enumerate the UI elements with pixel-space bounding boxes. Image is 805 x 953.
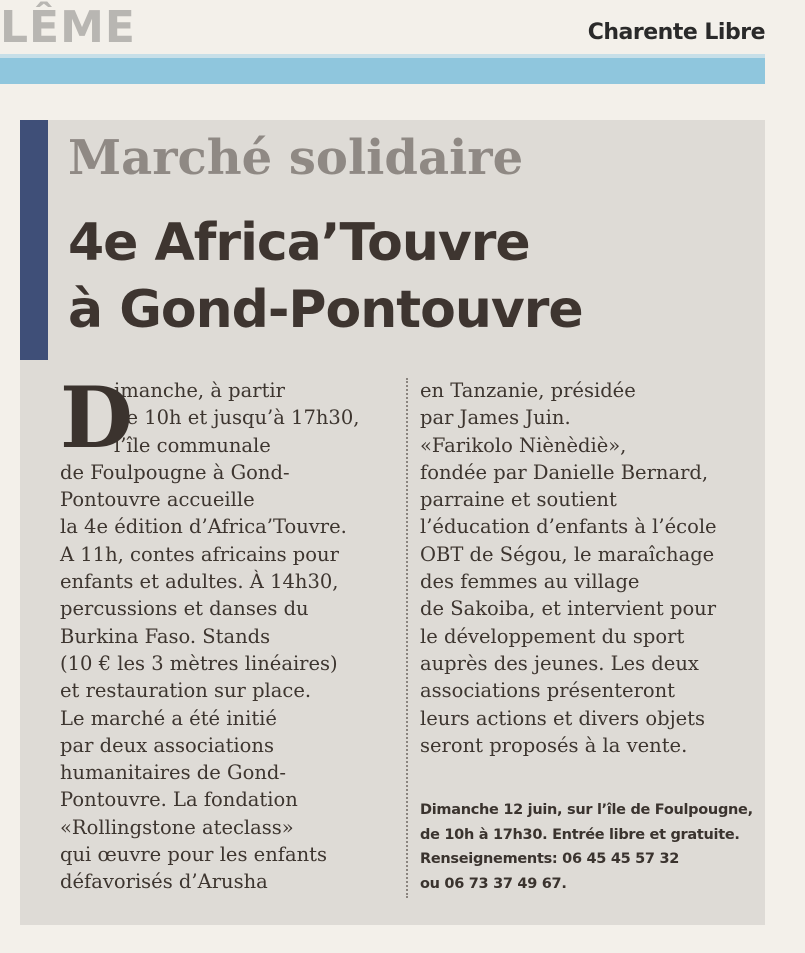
text-line: «Farikolo Niènèdiè», — [420, 433, 627, 457]
article-column-right — [420, 377, 760, 759]
info-line: de 10h à 17h30. Entrée libre et gratuite. — [420, 826, 740, 843]
text-line: A 11h, contes africains pour — [60, 542, 339, 566]
text-line: et restauration sur place. — [60, 679, 312, 703]
text-line: l’éducation d’enfants à l’école — [420, 515, 717, 539]
info-line: Renseignements: 06 45 45 57 32 — [420, 851, 680, 867]
text-line: associations présenteront — [420, 679, 676, 703]
text-line: enfants et adultes. À 14h30, — [60, 570, 339, 594]
text-line: de 10h et jusqu’à 17h30, — [114, 406, 360, 430]
text-line: la 4e édition d’Africa’Touvre. — [60, 515, 347, 539]
text-line: parraine et soutient — [420, 488, 617, 512]
text-line: fondée par Danielle Bernard, — [420, 460, 709, 484]
text-line: imanche, à partir — [114, 379, 285, 402]
text-line: l’île communale — [114, 433, 271, 457]
article-box — [20, 120, 765, 925]
accent-bar — [20, 120, 48, 360]
drop-cap: D — [60, 368, 133, 467]
text-line: auprès des jeunes. Les deux — [420, 651, 699, 675]
text-line: le développement du sport — [420, 624, 685, 648]
newspaper-name: Charente Libre — [587, 20, 765, 45]
text-line: (10 € les 3 mètres linéaires) — [60, 651, 338, 675]
article-kicker: Marché solidaire — [68, 130, 524, 186]
text-line: leurs actions et divers objets — [420, 706, 706, 730]
text-line: en Tanzanie, présidée — [420, 379, 636, 402]
header-color-band — [0, 54, 765, 84]
article-column-left — [60, 368, 410, 896]
text-line: percussions et danses du — [60, 597, 309, 621]
text-line: seront proposés à la vente. — [420, 733, 688, 757]
section-label: LÊME — [0, 2, 136, 53]
title-line-2: à Gond-Pontouvre — [68, 279, 583, 340]
text-line: Pontouvre accueille — [60, 488, 255, 512]
text-line: de Sakoiba, et intervient pour — [420, 597, 717, 621]
text-line: humanitaires de Gond- — [60, 761, 286, 785]
text-line: qui œuvre pour les enfants — [60, 843, 328, 867]
event-info-box — [420, 798, 760, 896]
text-line: défavorisés d’Arusha — [60, 870, 268, 894]
text-line: «Rollingstone ateclass» — [60, 815, 294, 839]
text-line: de Foulpougne à Gond- — [60, 460, 290, 484]
info-line: Dimanche 12 juin, sur l’île de Foulpougne, — [420, 802, 753, 818]
text-line: par James Juin. — [420, 406, 571, 430]
text-line: Le marché a été initié — [60, 706, 277, 730]
title-line-1: 4e Africa’Touvre — [68, 213, 530, 273]
column-divider — [406, 378, 408, 898]
text-line: Burkina Faso. Stands — [60, 624, 271, 648]
text-line: Pontouvre. La fondation — [60, 788, 298, 812]
text-line: par deux associations — [60, 733, 274, 757]
article-title — [68, 210, 583, 343]
text-line: des femmes au village — [420, 570, 640, 594]
info-line: ou 06 73 37 49 67. — [420, 875, 567, 892]
text-line: OBT de Ségou, le maraîchage — [420, 542, 715, 566]
